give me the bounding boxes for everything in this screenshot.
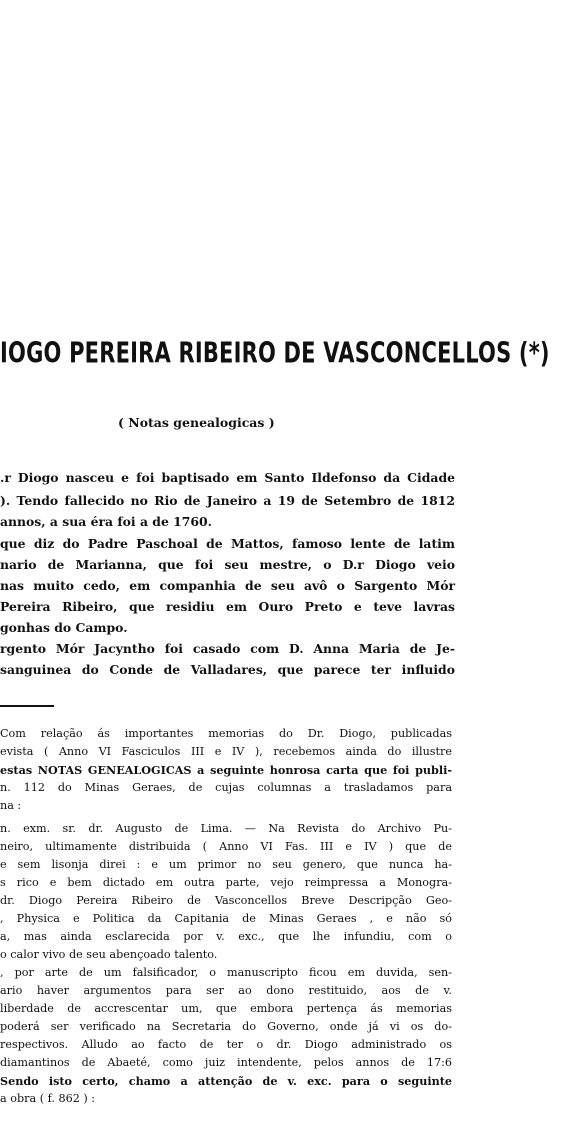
- footnote-line: neiro, ultimamente distribuida ( Anno VI Fas. III e IV ) que de: [0, 840, 452, 853]
- footnote-line: Sendo isto certo, chamo a attenção de v. exc. para o seguinte: [0, 1074, 452, 1088]
- body-line: Pereira Ribeiro, que residiu em Ouro Preto e teve lavras: [0, 599, 455, 614]
- body-line: .r Diogo nasceu e foi baptisado em Santo Ildefonso da Cidade: [0, 470, 455, 485]
- footnote-line: , por arte de um falsificador, o manuscripto ficou em duvida, sen-: [0, 966, 452, 979]
- body-line: annos, a sua éra foi a de 1760.: [0, 514, 212, 529]
- body-line: nario de Marianna, que foi seu mestre, o D.r Diogo veio: [0, 557, 455, 572]
- subtitle-text: ( Notas genealogicas ): [118, 415, 275, 430]
- footnote-line: dr. Diogo Pereira Ribeiro de Vasconcellos Breve Descripção Geo-: [0, 894, 452, 907]
- footnote-line: Com relação ás importantes memorias do Dr. Diogo, publicadas: [0, 727, 452, 740]
- footnote-line: a, mas ainda esclarecida por v. exc., que lhe infundiu, com o: [0, 930, 452, 943]
- footnote-line: na :: [0, 799, 22, 812]
- footnote-line: e sem lisonja direi : e um primor no seu genero, que nunca ha-: [0, 858, 452, 871]
- footnote-line: liberdade de accrescentar um, que embora pertença ás memorias: [0, 1002, 452, 1015]
- footnote-line: estas NOTAS GENEALOGICAS a seguinte honrosa carta que foi publi-: [0, 763, 452, 777]
- footnote-line: n. exm. sr. dr. Augusto de Lima. — Na Revista do Archivo Pu-: [0, 822, 452, 835]
- body-line: sanguinea do Conde de Valladares, que parece ter influido: [0, 662, 455, 677]
- footnote-line: diamantinos de Abaeté, como juiz intendente, pelos annos de 17:6: [0, 1056, 452, 1069]
- footnote-line: , Physica e Politica da Capitania de Minas Geraes , e não só: [0, 912, 452, 925]
- footnote-line: o calor vivo de seu abençoado talento.: [0, 948, 218, 961]
- footnote-line: ario haver argumentos para ser ao dono restituido, aos de v.: [0, 984, 452, 997]
- body-line: nas muito cedo, em companhia de seu avô o Sargento Mór: [0, 578, 455, 593]
- article-title: IOGO PEREIRA RIBEIRO DE VASCONCELLOS (*): [0, 337, 550, 370]
- footnote-line: poderá ser verificado na Secretaria do Governo, onde já vi os do-: [0, 1020, 452, 1033]
- article-subtitle: [118, 415, 275, 430]
- footnote-line: respectivos. Alludo ao facto de ter o dr. Diogo administrado os: [0, 1038, 452, 1051]
- footnote-line: n. 112 do Minas Geraes, de cujas columnas a trasladamos para: [0, 781, 452, 794]
- body-line: que diz do Padre Paschoal de Mattos, famoso lente de latim: [0, 536, 455, 551]
- footnote-divider: [0, 705, 54, 707]
- body-line: gonhas do Campo.: [0, 620, 128, 635]
- body-line: rgento Mór Jacyntho foi casado com D. Anna Maria de Je-: [0, 641, 455, 656]
- body-line: ). Tendo fallecido no Rio de Janeiro a 19 de Setembro de 1812: [0, 493, 455, 508]
- footnote-line: a obra ( f. 862 ) :: [0, 1092, 96, 1105]
- footnote-line: evista ( Anno VI Fasciculos III e IV ), recebemos ainda do illustre: [0, 745, 452, 758]
- footnote-line: s rico e bem dictado em outra parte, vejo reimpressa a Monogra-: [0, 876, 452, 889]
